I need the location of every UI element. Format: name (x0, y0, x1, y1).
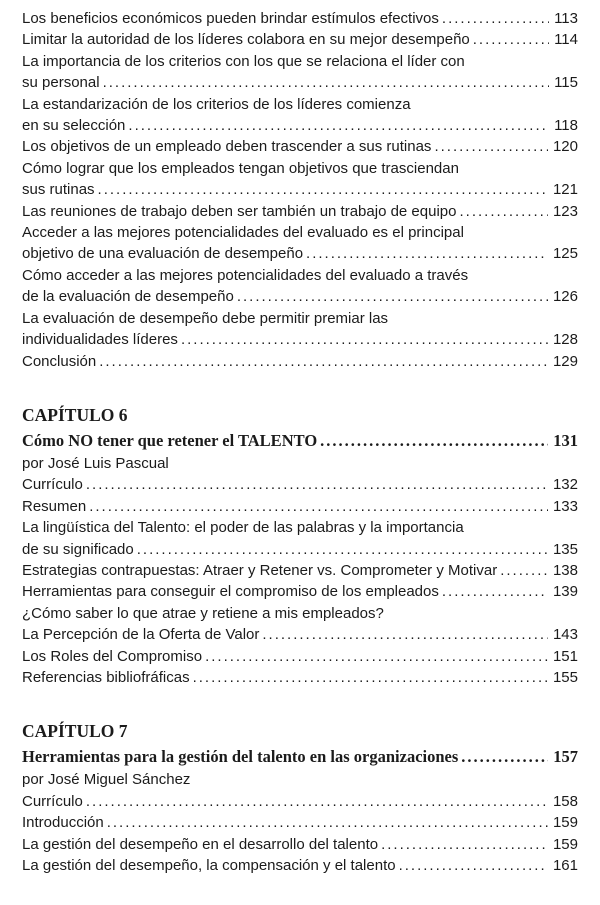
dot-leader (137, 539, 548, 560)
entry-line: La lingüística del Talento: el poder de las palabras y la importancia (22, 519, 464, 537)
dot-leader (381, 834, 548, 855)
entry-line-with-page (22, 243, 578, 264)
entry-line-with-page (22, 201, 578, 222)
dot-leader (320, 429, 548, 453)
entry-line-with-page (22, 179, 578, 200)
entry-line: ¿Cómo saber lo que atrae y retiene a mis empleados? (22, 604, 384, 622)
entry-text: Referencias bibliofráficas (22, 668, 190, 686)
chapter-title-row (22, 429, 578, 453)
toc-entry (22, 201, 578, 222)
toc-entry (22, 834, 578, 855)
entry-text: Currículo (22, 792, 83, 810)
dot-leader (107, 812, 548, 833)
entry-text: Los beneficios económicos pueden brindar estímulos efectivos (22, 10, 439, 27)
entry-page-number: 125 (552, 245, 578, 263)
toc-entry (22, 474, 578, 495)
entry-page-number: 159 (552, 814, 578, 832)
toc-entry (22, 646, 578, 667)
toc-entry (22, 94, 578, 137)
dot-leader (461, 745, 548, 769)
entry-line: Acceder a las mejores potencialidades del evaluado es el principal (22, 224, 464, 242)
entry-line-with-page (22, 8, 578, 29)
entry-text: Conclusión (22, 352, 97, 370)
entry-page-number: 126 (552, 288, 578, 306)
entry-line-with-page (22, 72, 578, 93)
toc-entry (22, 560, 578, 581)
dot-leader (193, 667, 548, 688)
chapter-title: Herramientas para la gestión del talento en las organizaciones (22, 747, 459, 767)
dot-leader (459, 201, 547, 222)
entry-line: La estandarización de los criterios de los líderes comienza (22, 95, 411, 113)
toc-entry (22, 29, 578, 50)
entry-line-with-page (22, 496, 578, 517)
entry-line-with-page (22, 646, 578, 667)
entry-line-with-page (22, 539, 578, 560)
chapter-page-number: 131 (553, 430, 578, 450)
entry-line-with-page (22, 667, 578, 688)
toc-entry (22, 136, 578, 157)
chapter-section (22, 403, 578, 688)
entry-text: su personal (22, 74, 100, 92)
toc-entry-list (22, 8, 578, 372)
entry-text: objetivo de una evaluación de desempeño (22, 245, 304, 263)
entry-page-number: 139 (552, 583, 578, 601)
entry-text: Estrategias contrapuestas: Atraer y Retener vs. Comprometer y Motivar (22, 561, 498, 579)
dot-leader (262, 624, 548, 645)
dot-leader (98, 179, 548, 200)
toc-entry (22, 603, 578, 646)
toc-entry (22, 812, 578, 833)
entry-page-number: 120 (552, 138, 578, 156)
dot-leader (86, 474, 548, 495)
entry-text: en su selección (22, 117, 126, 135)
entry-text: Las reuniones de trabajo deben ser también un trabajo de equipo (22, 202, 457, 220)
entry-text: Los objetivos de un empleado deben trascender a sus rutinas (22, 138, 432, 156)
entry-line-with-page (22, 136, 578, 157)
chapter-author: por José Miguel Sánchez (22, 771, 191, 789)
entry-line-with-page (22, 115, 578, 136)
entry-page-number: 129 (552, 352, 578, 370)
entry-page-number: 135 (552, 540, 578, 558)
toc-entry (22, 517, 578, 560)
dot-leader (306, 243, 548, 264)
entry-text: Herramientas para conseguir el compromiso de los empleados (22, 583, 439, 601)
dot-leader (205, 646, 548, 667)
toc-entry (22, 265, 578, 308)
toc-entry (22, 8, 578, 29)
dot-leader (434, 136, 548, 157)
entry-page-number: 158 (552, 792, 578, 810)
dot-leader (99, 351, 548, 372)
dot-leader (442, 581, 548, 602)
entry-text: La gestión del desempeño, la compensación y el talento (22, 857, 396, 874)
entry-line-with-page (22, 329, 578, 350)
dot-leader (103, 72, 550, 93)
entry-page-number: 113 (554, 10, 578, 27)
entry-line-with-page (22, 624, 578, 645)
entry-page-number: 133 (552, 497, 578, 515)
entry-line-with-page (22, 351, 578, 372)
entry-page-number: 155 (552, 668, 578, 686)
entry-page-number: 132 (552, 476, 578, 494)
dot-leader (237, 286, 548, 307)
chapter-page-number: 157 (553, 747, 578, 767)
toc-section (22, 8, 578, 372)
dot-leader (128, 115, 549, 136)
dot-leader (500, 560, 548, 581)
toc-entry (22, 581, 578, 602)
chapter-section (22, 719, 578, 876)
chapter-title: Cómo NO tener que retener el TALENTO (22, 430, 318, 450)
dot-leader (86, 791, 548, 812)
entry-text: de su significado (22, 540, 134, 558)
entry-page-number: 114 (554, 31, 578, 49)
entry-page-number: 159 (552, 835, 578, 853)
entry-page-number: 143 (552, 626, 578, 644)
entry-page-number: 118 (554, 117, 578, 135)
toc-entry (22, 791, 578, 812)
entry-text: La Percepción de la Oferta de Valor (22, 626, 260, 644)
toc-entry (22, 51, 578, 94)
entry-text: Currículo (22, 476, 83, 494)
toc-entry (22, 222, 578, 265)
chapter-label: CAPÍTULO 6 (22, 404, 128, 425)
entry-line-with-page (22, 855, 578, 876)
toc-entry (22, 158, 578, 201)
toc-entry (22, 667, 578, 688)
dot-leader (399, 855, 548, 876)
entry-page-number: 115 (554, 74, 578, 92)
entry-line: La importancia de los criterios con los que se relaciona el líder con (22, 52, 465, 70)
toc-entry (22, 496, 578, 517)
entry-line: Cómo acceder a las mejores potencialidades del evaluado a través (22, 266, 469, 284)
toc-entry (22, 351, 578, 372)
entry-text: Introducción (22, 814, 104, 832)
dot-leader (181, 329, 548, 350)
entry-text: individualidades líderes (22, 331, 178, 349)
entry-page-number: 121 (552, 181, 578, 199)
dot-leader (473, 29, 549, 50)
toc-entry (22, 308, 578, 351)
entry-line-with-page (22, 560, 578, 581)
entry-text: La gestión del desempeño en el desarrollo del talento (22, 835, 379, 853)
entry-line-with-page (22, 286, 578, 307)
entry-text: Resumen (22, 497, 87, 515)
entry-line: Cómo lograr que los empleados tengan objetivos que trasciendan (22, 159, 459, 177)
toc-entry (22, 855, 578, 876)
entry-line-with-page (22, 581, 578, 602)
toc-entry-list (22, 791, 578, 877)
chapter-label: CAPÍTULO 7 (22, 721, 128, 742)
entry-line-with-page (22, 474, 578, 495)
entry-page-number: 123 (552, 202, 578, 220)
entry-page-number: 151 (552, 647, 578, 665)
dot-leader (89, 496, 548, 517)
entry-text: de la evaluación de desempeño (22, 288, 234, 306)
entry-text: Los Roles del Compromiso (22, 647, 203, 665)
chapter-author: por José Luis Pascual (22, 454, 169, 472)
entry-text: Limitar la autoridad de los líderes colabora en su mejor desempeño (22, 31, 470, 49)
entry-line-with-page (22, 834, 578, 855)
entry-page-number: 161 (552, 857, 578, 874)
entry-line-with-page (22, 791, 578, 812)
chapter-title-row (22, 745, 578, 769)
toc-entry-list (22, 474, 578, 688)
entry-line-with-page (22, 29, 578, 50)
dot-leader (442, 8, 549, 29)
entry-page-number: 138 (552, 561, 578, 579)
entry-page-number: 128 (552, 331, 578, 349)
entry-line: La evaluación de desempeño debe permitir premiar las (22, 309, 389, 327)
entry-line-with-page (22, 812, 578, 833)
entry-text: sus rutinas (22, 181, 95, 199)
